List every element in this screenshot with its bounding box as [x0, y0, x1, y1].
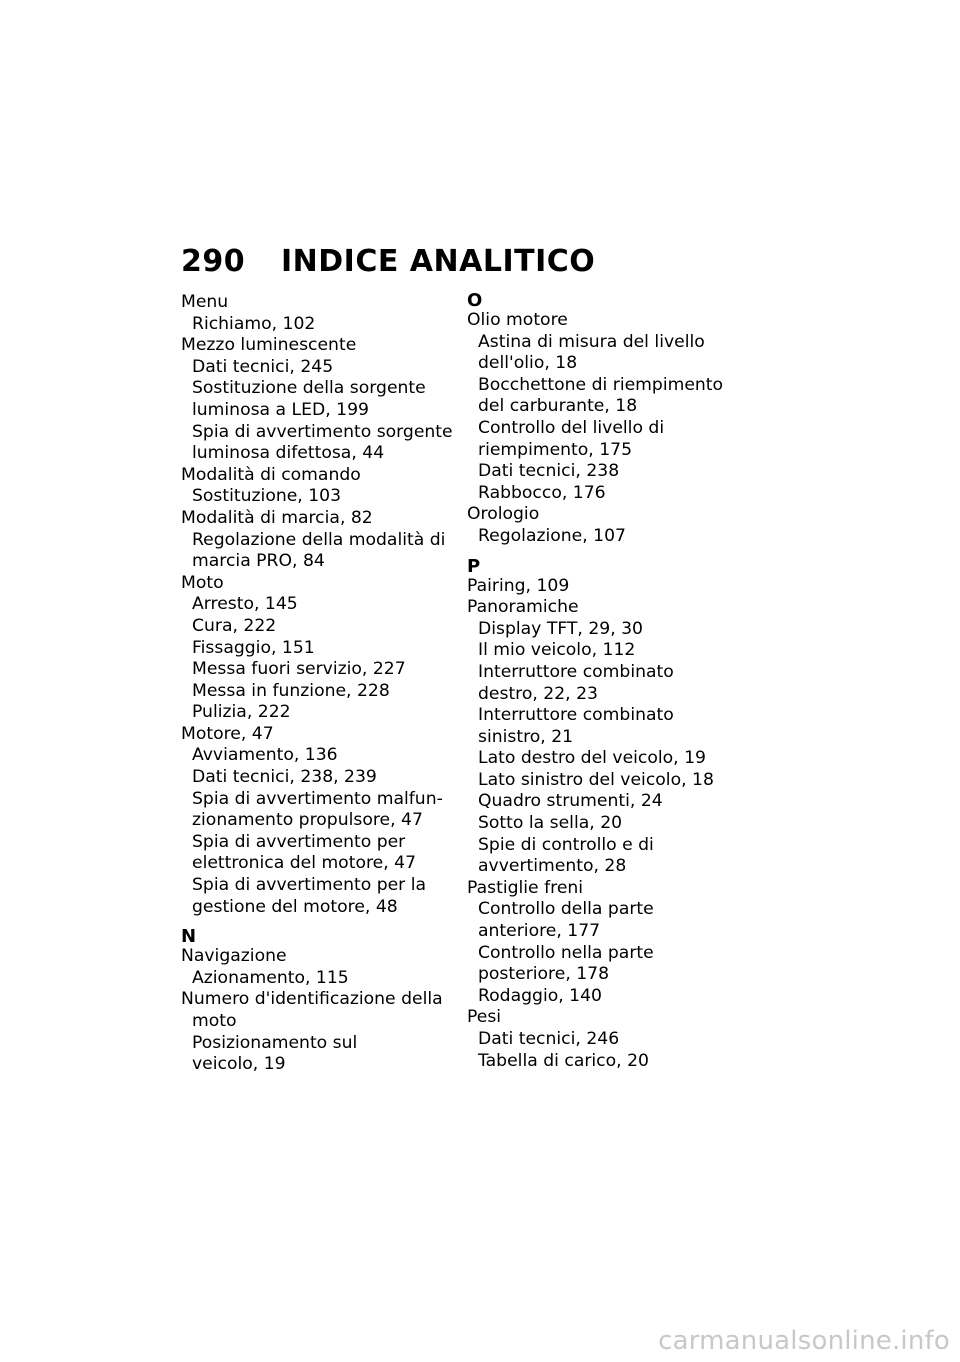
index-sub-entry-line: gestione del motore, 48	[192, 896, 398, 917]
index-sub-entry-line: marcia PRO, 84	[192, 551, 325, 572]
index-sub-entry	[467, 705, 742, 748]
index-section-letter: O	[467, 290, 483, 311]
index-sub-entry: Cura, 222	[192, 615, 277, 636]
index-sub-entry-line: posteriore, 178	[478, 964, 610, 985]
index-sub-entry-line: luminosa difettosa, 44	[192, 443, 385, 464]
index-sub-entry-line: elettronica del motore, 47	[192, 853, 417, 874]
index-main-entry: Pairing, 109	[467, 575, 570, 596]
index-main-entry: Motore, 47	[181, 723, 274, 744]
index-sub-entry: Tabella di carico, 20	[478, 1050, 649, 1071]
index-sub-entry	[181, 832, 456, 875]
index-sub-entry: Rodaggio, 140	[478, 985, 602, 1006]
index-sub-entry-line: Controllo nella parte	[478, 942, 654, 963]
index-sub-entry: Dati tecnici, 238, 239	[192, 767, 377, 788]
index-sub-entry: Dati tecnici, 246	[478, 1029, 620, 1049]
index-sub-entry	[467, 375, 742, 418]
index-sub-entry-line: dell'olio, 18	[478, 353, 578, 374]
index-sub-entry: Pulizia, 222	[192, 702, 291, 723]
index-main-entry: Panoramiche	[467, 597, 579, 618]
index-sub-entry-line: Controllo della parte	[478, 899, 654, 920]
index-sub-entry-line: zionamento propulsore, 47	[192, 810, 423, 831]
index-sub-entry-line: Spia di avvertimento sorgente	[192, 421, 453, 442]
index-main-entry: Navigazione	[181, 946, 287, 967]
watermark-text: carmanualsonline.info	[658, 1326, 950, 1356]
index-main-entry: Moto	[181, 572, 224, 593]
index-main-entry: Numero d'identificazione della	[181, 989, 443, 1010]
index-sub-entry: Arresto, 145	[192, 594, 298, 615]
index-sub-entry: Display TFT, 29, 30	[478, 618, 643, 639]
page-number: 290	[181, 244, 246, 279]
index-sub-entry: Messa fuori servizio, 227	[192, 659, 406, 680]
index-sub-entry	[181, 1033, 456, 1076]
index-sub-entry: Dati tecnici, 238	[478, 461, 620, 482]
index-sub-entry: Lato destro del veicolo, 19	[478, 748, 706, 769]
index-column-left	[181, 292, 456, 1076]
index-sub-entry-line: riempimento, 175	[478, 439, 633, 460]
index-sub-entry	[181, 530, 456, 573]
index-sub-entry-line: Spia di avvertimento per	[192, 831, 406, 852]
index-sub-entry: Dati tecnici, 245	[192, 356, 334, 377]
index-main-entry: Modalità di marcia, 82	[181, 507, 373, 528]
index-sub-entry	[467, 899, 742, 942]
index-sub-entry	[181, 875, 456, 918]
index-main-entry: Menu	[181, 292, 229, 312]
index-sub-entry	[467, 943, 742, 986]
index-sub-entry-line: Controllo del livello di	[478, 417, 665, 438]
index-sub-entry-line: Interruttore combinato	[478, 705, 674, 726]
index-sub-entry: Fissaggio, 151	[192, 637, 315, 658]
index-sub-entry: Sotto la sella, 20	[478, 813, 623, 834]
index-main-entry: Orologio	[467, 504, 540, 525]
index-sub-entry-line: Posizionamento sul	[192, 1032, 358, 1053]
page-header	[181, 244, 595, 279]
index-sub-entry-line: Sostituzione della sorgente	[192, 378, 426, 399]
index-sub-entry	[181, 789, 456, 832]
index-sub-entry-line: Spia di avvertimento malfun-	[192, 788, 443, 809]
index-sub-entry-line: luminosa a LED, 199	[192, 399, 369, 420]
index-sub-entry-line: Bocchettone di riempimento	[478, 374, 724, 395]
index-sub-entry	[467, 835, 742, 878]
index-sub-entry	[467, 418, 742, 461]
index-sub-entry: Lato sinistro del veicolo, 18	[478, 769, 714, 790]
page-title: INDICE ANALITICO	[281, 244, 596, 279]
index-sub-entry: Rabbocco, 176	[478, 482, 606, 503]
index-sub-entry: Il mio veicolo, 112	[478, 640, 636, 661]
index-sub-entry-line: destro, 22, 23	[478, 683, 598, 704]
index-main-entry: Mezzo luminescente	[181, 335, 357, 356]
index-main-entry: Olio motore	[467, 310, 568, 330]
index-sub-entry-line: sinistro, 21	[478, 726, 574, 747]
index-sub-entry-line: Interruttore combinato	[478, 661, 674, 682]
index-sub-entry-line: Astina di misura del livello	[478, 331, 705, 352]
index-sub-entry-line: veicolo, 19	[192, 1054, 286, 1075]
index-sub-entry-line: anteriore, 177	[478, 921, 601, 942]
index-column-right	[467, 292, 742, 1072]
index-sub-entry-line: Regolazione della modalità di	[192, 529, 446, 550]
index-sub-entry-line: Spie di controllo e di	[478, 834, 654, 855]
index-sub-entry	[181, 378, 456, 421]
index-sub-entry	[467, 332, 742, 375]
index-sub-entry: Azionamento, 115	[192, 967, 349, 988]
index-section-letter: N	[181, 926, 197, 948]
index-sub-entry: Messa in funzione, 228	[192, 680, 390, 701]
index-sub-entry: Sostituzione, 103	[192, 486, 342, 507]
index-sub-entry	[467, 662, 742, 705]
index-sub-entry-line: del carburante, 18	[478, 396, 638, 417]
index-main-entry: Modalità di comando	[181, 464, 361, 485]
index-sub-entry: Quadro strumenti, 24	[478, 791, 663, 812]
index-section-letter: P	[467, 555, 481, 577]
index-sub-entry: Avviamento, 136	[192, 745, 338, 766]
index-main-entry: Pastiglie freni	[467, 877, 584, 898]
index-sub-entry-line: avvertimento, 28	[478, 856, 627, 877]
index-sub-entry-line: Spia di avvertimento per la	[192, 875, 427, 896]
index-sub-entry: Richiamo, 102	[192, 313, 316, 334]
index-sub-entry	[181, 422, 456, 465]
index-main-entry: Pesi	[467, 1007, 502, 1028]
index-sub-entry: Regolazione, 107	[478, 525, 626, 546]
index-sub-entry: moto	[192, 1011, 237, 1031]
